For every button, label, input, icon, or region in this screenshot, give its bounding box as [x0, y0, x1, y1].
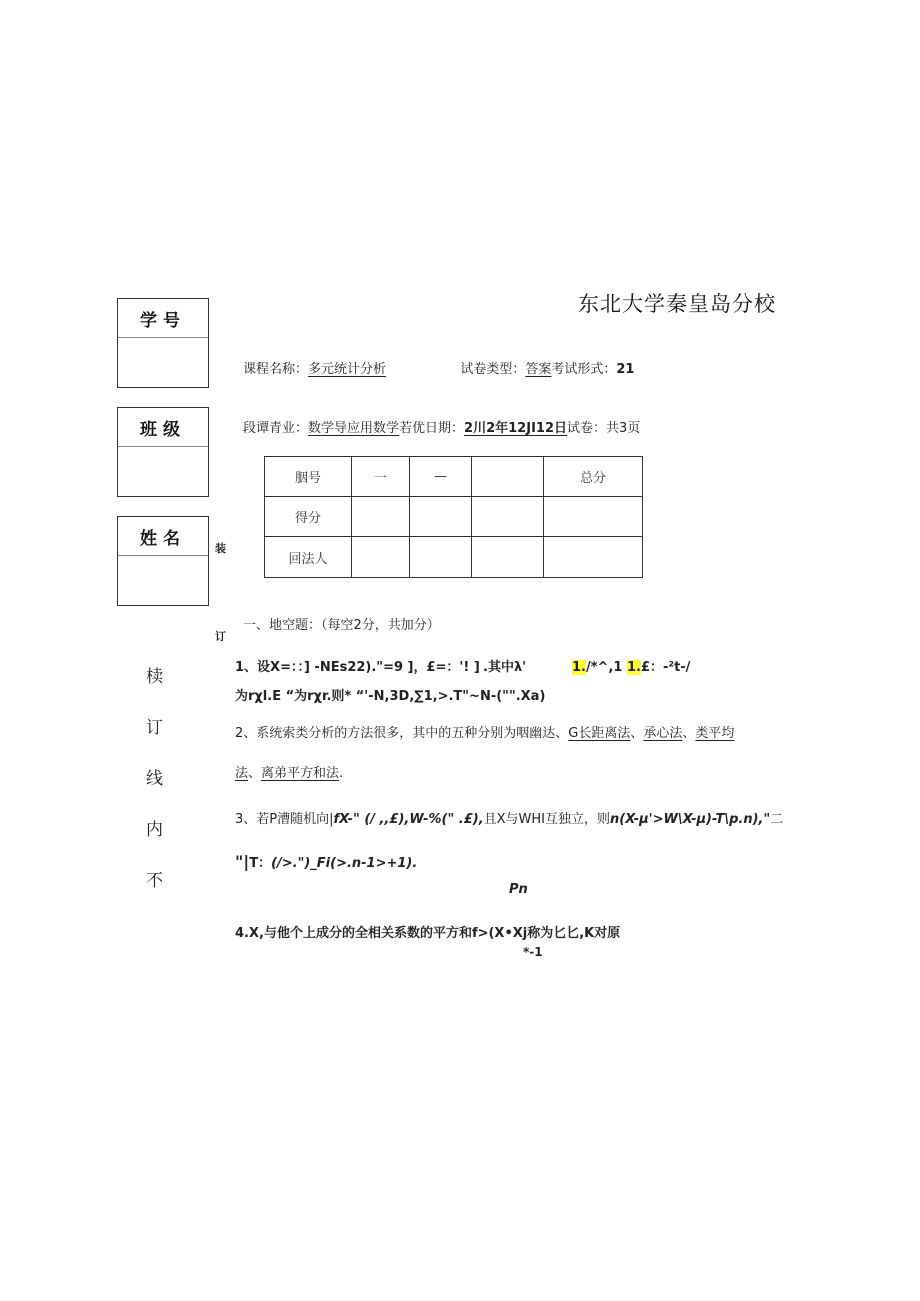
q1-line1-d: £：-²t-/: [640, 660, 691, 675]
q4-line2: *-1: [523, 945, 543, 959]
q2-end: .: [339, 766, 344, 781]
section1-title: 一、地空题：（每空2分，共加分）: [243, 618, 440, 633]
score-row-label: 得分: [265, 497, 352, 537]
info-line-1: [243, 358, 634, 377]
q3-line2-b: T：: [249, 856, 272, 871]
date-label: 若优日期：: [399, 421, 465, 436]
q3-line2-a: "|: [235, 852, 250, 871]
q3-line3: Pn: [509, 882, 528, 897]
q2-sep: 、: [682, 726, 696, 741]
student-id-box: [117, 298, 209, 388]
grader-row: [265, 537, 643, 578]
name-label: 姓名: [118, 517, 208, 556]
vertical-char-5: 不: [146, 871, 163, 891]
exam-form-value: 21: [616, 362, 635, 377]
grader-row-label: 回法人: [265, 537, 352, 578]
q1-line1-b: .其中λ': [483, 660, 527, 675]
school-title: 东北大学秦皇岛分校: [578, 292, 776, 316]
q4-line1: 4.X,与他个上成分的全相关系数的平方和f>(X•Xj称为匕匕,K对原: [235, 926, 621, 941]
score-cell[interactable]: [352, 497, 410, 537]
pages-value: 共3页: [606, 421, 641, 436]
score-table-header-cell: 胭号: [265, 457, 352, 497]
score-row: [265, 497, 643, 537]
q2-sep: 、: [630, 726, 644, 741]
class-label: 班级: [118, 408, 208, 447]
q3-text-d: n(X-μ'>W\X-μ)-T\p.n),": [610, 812, 771, 827]
score-table-header-cell: [472, 457, 544, 497]
q1-line1-a: 1、设X=：：] -NEs22)."=9 ]，£=：'! ]: [235, 660, 480, 675]
q2-answer-2: 承心法: [643, 726, 683, 741]
course-label: 课程名称：: [243, 362, 309, 377]
class-box: [117, 407, 209, 497]
score-table: [264, 456, 643, 578]
q3-text-b: fX-" (/ ,,£),W-%(" .£),: [333, 812, 484, 827]
vertical-char-2: 订: [146, 718, 163, 738]
info-line-2: [243, 417, 640, 436]
score-table-header-row: [265, 457, 643, 497]
pages-label: 试卷：: [567, 421, 607, 436]
paper-type-label: 试卷类型：: [460, 362, 526, 377]
q3-line2: [235, 852, 417, 871]
q1-line1-c: /*^,1: [585, 660, 623, 675]
binding-mark-1: 装: [215, 542, 226, 555]
q3-text-e: 二: [770, 812, 784, 827]
q1-highlight-2: 1.: [626, 660, 641, 675]
binding-mark-2: 订: [215, 630, 226, 643]
q1-line1-rest: [572, 656, 690, 675]
q3-line1: [235, 808, 783, 827]
paper-type-value: 答案: [525, 362, 552, 377]
grader-cell[interactable]: [352, 537, 410, 578]
q2-line2: [235, 762, 343, 781]
vertical-char-4: 内: [146, 820, 163, 840]
vertical-char-1: 椟: [146, 667, 163, 687]
q3-text-a: 3、若P漕随机向|: [235, 812, 334, 827]
q2-answer-4: 离弟平方和法: [261, 766, 340, 781]
name-box: [117, 516, 209, 606]
q3-text-c: 且X与WHI互独立，则: [483, 812, 611, 827]
date-value: 2川2年12JI12日: [464, 421, 567, 436]
q2-sep: 、: [248, 766, 262, 781]
score-table-header-cell: —: [410, 457, 472, 497]
score-table-header-cell: 总分: [544, 457, 643, 497]
q2-answer-3b: 法: [235, 766, 249, 781]
q2-answer-3: 类平均: [695, 726, 735, 741]
grader-cell[interactable]: [544, 537, 643, 578]
score-cell[interactable]: [410, 497, 472, 537]
student-id-label: 学号: [118, 299, 208, 338]
grader-cell[interactable]: [472, 537, 544, 578]
q2-line1: [235, 722, 734, 741]
grader-cell[interactable]: [410, 537, 472, 578]
major-label: 段谭青业：: [243, 421, 309, 436]
q2-text: 2、系统索类分析的方法很多，其中的五种分别为咽幽达、: [235, 726, 569, 741]
score-cell[interactable]: [544, 497, 643, 537]
course-value: 多元统计分析: [308, 362, 387, 377]
q2-answer-1: G长距离法: [568, 726, 631, 741]
q1-line2: 为rχl.E “为rχr.则* “'-N,3D,∑1,>.T"~N-("".Xa): [235, 689, 546, 704]
major-value: 数学导应用数学: [308, 421, 400, 436]
q1-highlight-1: 1.: [572, 660, 586, 675]
score-table-header-cell: 一: [352, 457, 410, 497]
q3-line2-c: (/>.")_Fi(>.n-1>+1).: [271, 856, 418, 871]
vertical-char-3: 线: [146, 769, 163, 789]
score-cell[interactable]: [472, 497, 544, 537]
exam-form-label: 考试形式：: [551, 362, 617, 377]
